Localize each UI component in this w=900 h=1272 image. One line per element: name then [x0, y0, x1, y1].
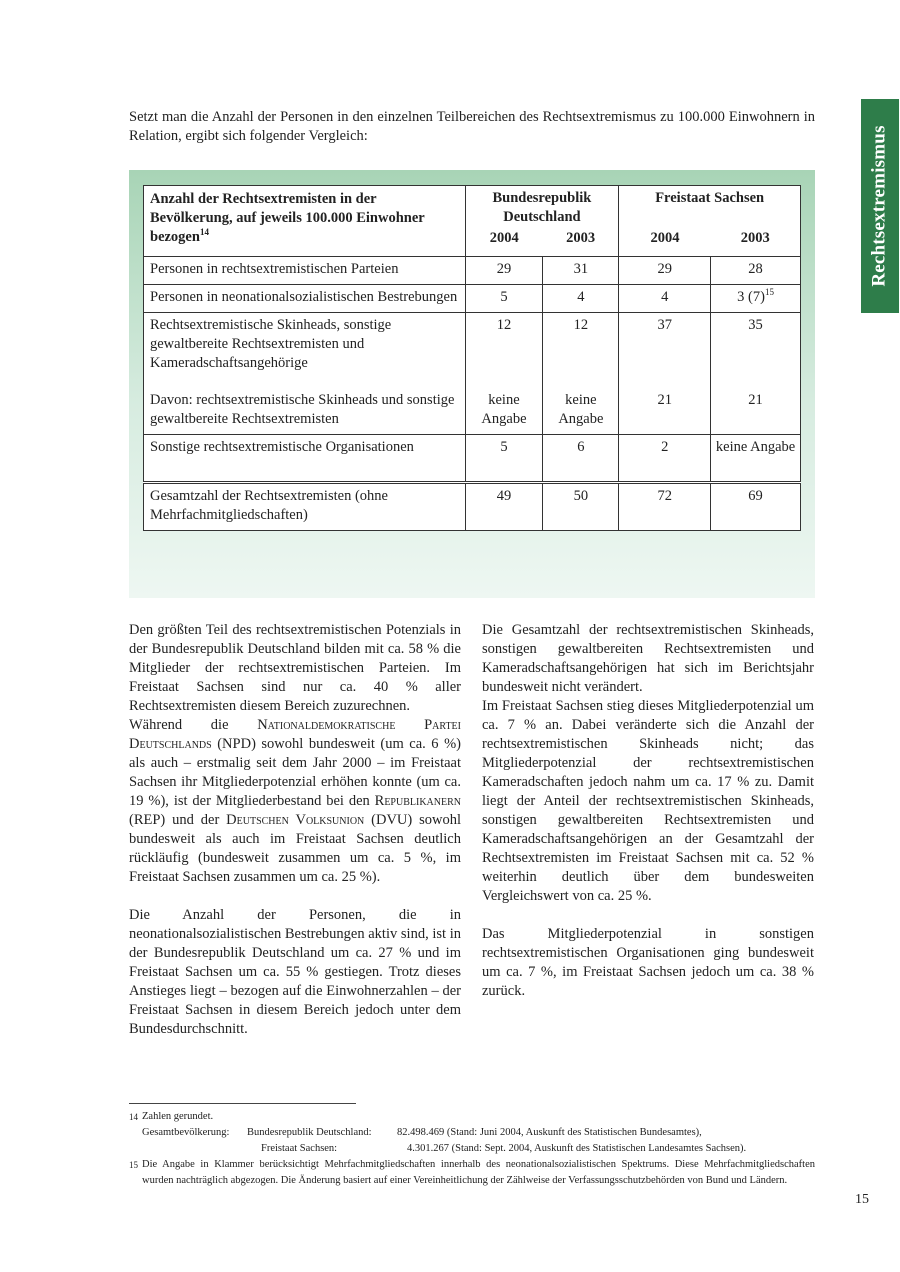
cell-value: 49 [465, 483, 543, 531]
page-number: 15 [855, 1192, 869, 1207]
cell-value: 5 [465, 285, 543, 313]
footnote-text: Die Angabe in Klammer berücksichtigt Mehrfachmitgliedschaften innerhalb des neonationalsozialistischen Spektrums. Diese Mehrfachmitgliedschaften wurden nachträglich abgezogen. Die Änderung basiert auf einer Vereinheitlichung der Zählweise der Verfassungsschutzbehörden von Bund und Ländern. [142, 1159, 815, 1186]
cell-value: 29 [465, 257, 543, 285]
row-label: Personen in neonationalsozialistischen Bestrebungen [144, 285, 466, 313]
footnote-number: 14 [129, 1112, 138, 1122]
cell-value: 3 $(7)^{15}$ [711, 285, 801, 313]
left-column [129, 621, 461, 1039]
header-group-brd: Bundesrepublik Deutschland [465, 186, 619, 229]
cell-value: 29 [619, 257, 711, 285]
population-sachsen-value: 4.301.267 (Stand: Sept. 2004, Auskunft des Statistischen Landesamtes Sachsen). [407, 1143, 747, 1154]
party-name-dvu: Deutschen Volksunion [226, 812, 365, 828]
row-label-main: Rechtsextremistische Skinheads, sonstige gewaltbereite Rechtsextremisten und Kameradschaftsangehörige [150, 317, 392, 371]
row-label [144, 313, 466, 435]
table-row [144, 257, 801, 285]
cell-value: 12 keine Angabe [465, 313, 543, 435]
population-brd-name: Bundesrepublik Deutschland: [247, 1127, 372, 1138]
footnote-number: 15 [129, 1160, 138, 1170]
table-total-row [144, 483, 801, 531]
population-sachsen-name: Freistaat Sachsen: [261, 1143, 338, 1154]
paragraph: Im Freistaat Sachsen stieg dieses Mitgliederpotenzial um ca. 7 % an. Dabei veränderte sich die Anzahl der rechtsextremistischen Skinheads nicht; das Mitgliederpotenzial der rechtsextremistischen Kameradschaften jedoch nahm um ca. 17 % zu. Damit liegt der Anteil der rechtsextremistischen Skinheads, sonstigen gewaltbereiten Rechtsextremisten und Kameradschaftsangehörigen an der Gesamtzahl der Rechtsextremisten im Freistaat Sachsen mit ca. 52 % weiterhin deutlich über dem bundesweiten Vergleichswert von ca. 25 %. [482, 698, 814, 904]
footnote-divider [129, 1103, 356, 1104]
population-label: Gesamtbevölkerung: [142, 1127, 230, 1138]
row-label: Gesamtzahl der Rechtsextremisten (ohne Mehrfachmitgliedschaften) [144, 483, 466, 531]
party-name-rep: Republikanern [374, 793, 461, 809]
cell-value: 6 [543, 435, 619, 483]
table-row [144, 313, 801, 435]
cell-value: 31 [543, 257, 619, 285]
table-panel [129, 170, 815, 598]
paragraph: Die Gesamtzahl der rechtsextremistischen Skinheads, sonstigen gewaltbereiten Rechtsextremisten und Kameradschaftsangehörigen hat sich im Berichtsjahr bundesweit nicht verändert. [482, 622, 814, 695]
paragraph: Die Anzahl der Personen, die in neonationalsozialistischen Bestrebungen aktiv sind, ist in der Bundesrepublik Deutschland um ca. 27 % und im Freistaat Sachsen um ca. 55 % gestiegen. Trotz dieses Anstieges liegt – bezogen auf die Einwohnerzahlen – der Freistaat Sachsen in diesem Bereich jedoch unter dem Bundesdurchschnitt. [129, 907, 461, 1037]
section-tab-label: Rechtsextremismus [869, 125, 891, 287]
cell-value: 12 keine Angabe [543, 313, 619, 435]
section-tab [861, 99, 899, 313]
year-header: 2004 [619, 228, 711, 257]
year-header: 2004 [465, 228, 543, 257]
footnote-14 [129, 1109, 815, 1125]
paragraph: Während die Nationaldemokratische Partei Deutschlands (NPD) sowohl bundesweit (um ca. 6 %) als auch – erstmalig seit dem Jahr 2000 – im Freistaat Sachsen ihr Mitgliederpotenzial erhöhen konnte (um ca. 19 %), ist der Mitgliederbestand bei den Republikanern (REP) und der Deutschen Volksunion (DVU) sowohl bundesweit als auch im Freistaat Sachsen deutlich rückläufig (bundesweit zusammen um ca. 5 %, im Freistaat Sachsen zusammen um ca. 25 %). [129, 717, 462, 885]
paragraph: Den größten Teil des rechtsextremistischen Potenzials in der Bundesrepublik Deutschland bilden mit ca. 58 % die Mitglieder der rechtsextremistischen Parteien. Im Freistaat Sachsen sind nur ca. 40 % aller Rechtsextremisten diesem Bereich zuzurechnen. [129, 622, 461, 714]
right-column [482, 621, 814, 1001]
party-name-npd: Nationaldemokratische Partei Deutschlands [129, 717, 461, 752]
cell-value: 72 [619, 483, 711, 531]
table-row [144, 435, 801, 483]
footnote-ref: 14 [199, 227, 209, 238]
footnote-text: Zahlen gerundet. [142, 1111, 214, 1122]
row-label-sub: Davon: rechtsextremistische Skinheads und sonstige gewaltbereite Rechtsextremisten [150, 392, 455, 427]
footnotes [129, 1109, 815, 1189]
header-group-sachsen: Freistaat Sachsen [619, 186, 801, 229]
cell-value: 37 21 [619, 313, 711, 435]
intro-paragraph: Setzt man die Anzahl der Personen in den einzelnen Teilbereichen des Rechtsextremismus zu 100.000 Einwohnern in Relation, ergibt sich folgender Vergleich: [129, 109, 815, 144]
cell-value: 5 [465, 435, 543, 483]
table-header-label: Anzahl der Rechtsextremisten in der Bevölkerung, auf jeweils 100.000 Einwohner bezogen$^{14}$ [144, 186, 466, 257]
cell-value: 28 [711, 257, 801, 285]
year-header: 2003 [543, 228, 619, 257]
cell-value: 4 [619, 285, 711, 313]
footnote-ref: 15 [764, 287, 774, 298]
table-row [144, 285, 801, 313]
cell-value: 2 [619, 435, 711, 483]
cell-value: 69 [711, 483, 801, 531]
cell-value: 4 [543, 285, 619, 313]
cell-value: keine Angabe [711, 435, 801, 483]
year-header: 2003 [711, 228, 801, 257]
table-header-row [144, 186, 801, 229]
statistics-table [143, 185, 801, 531]
row-label: Personen in rechtsextremistischen Parteien [144, 257, 466, 285]
population-figures [129, 1125, 815, 1157]
paragraph: Das Mitgliederpotenzial in sonstigen rechtsextremistischen Organisationen ging bundesweit um ca. 7 %, im Freistaat Sachsen jedoch um ca. 38 % zurück. [482, 926, 814, 999]
footnote-15 [129, 1157, 815, 1189]
cell-value: 35 21 [711, 313, 801, 435]
row-label: Sonstige rechtsextremistische Organisationen [144, 435, 466, 483]
population-brd-value: 82.498.469 (Stand: Juni 2004, Auskunft des Statistischen Bundesamtes), [397, 1127, 702, 1138]
cell-value: 50 [543, 483, 619, 531]
